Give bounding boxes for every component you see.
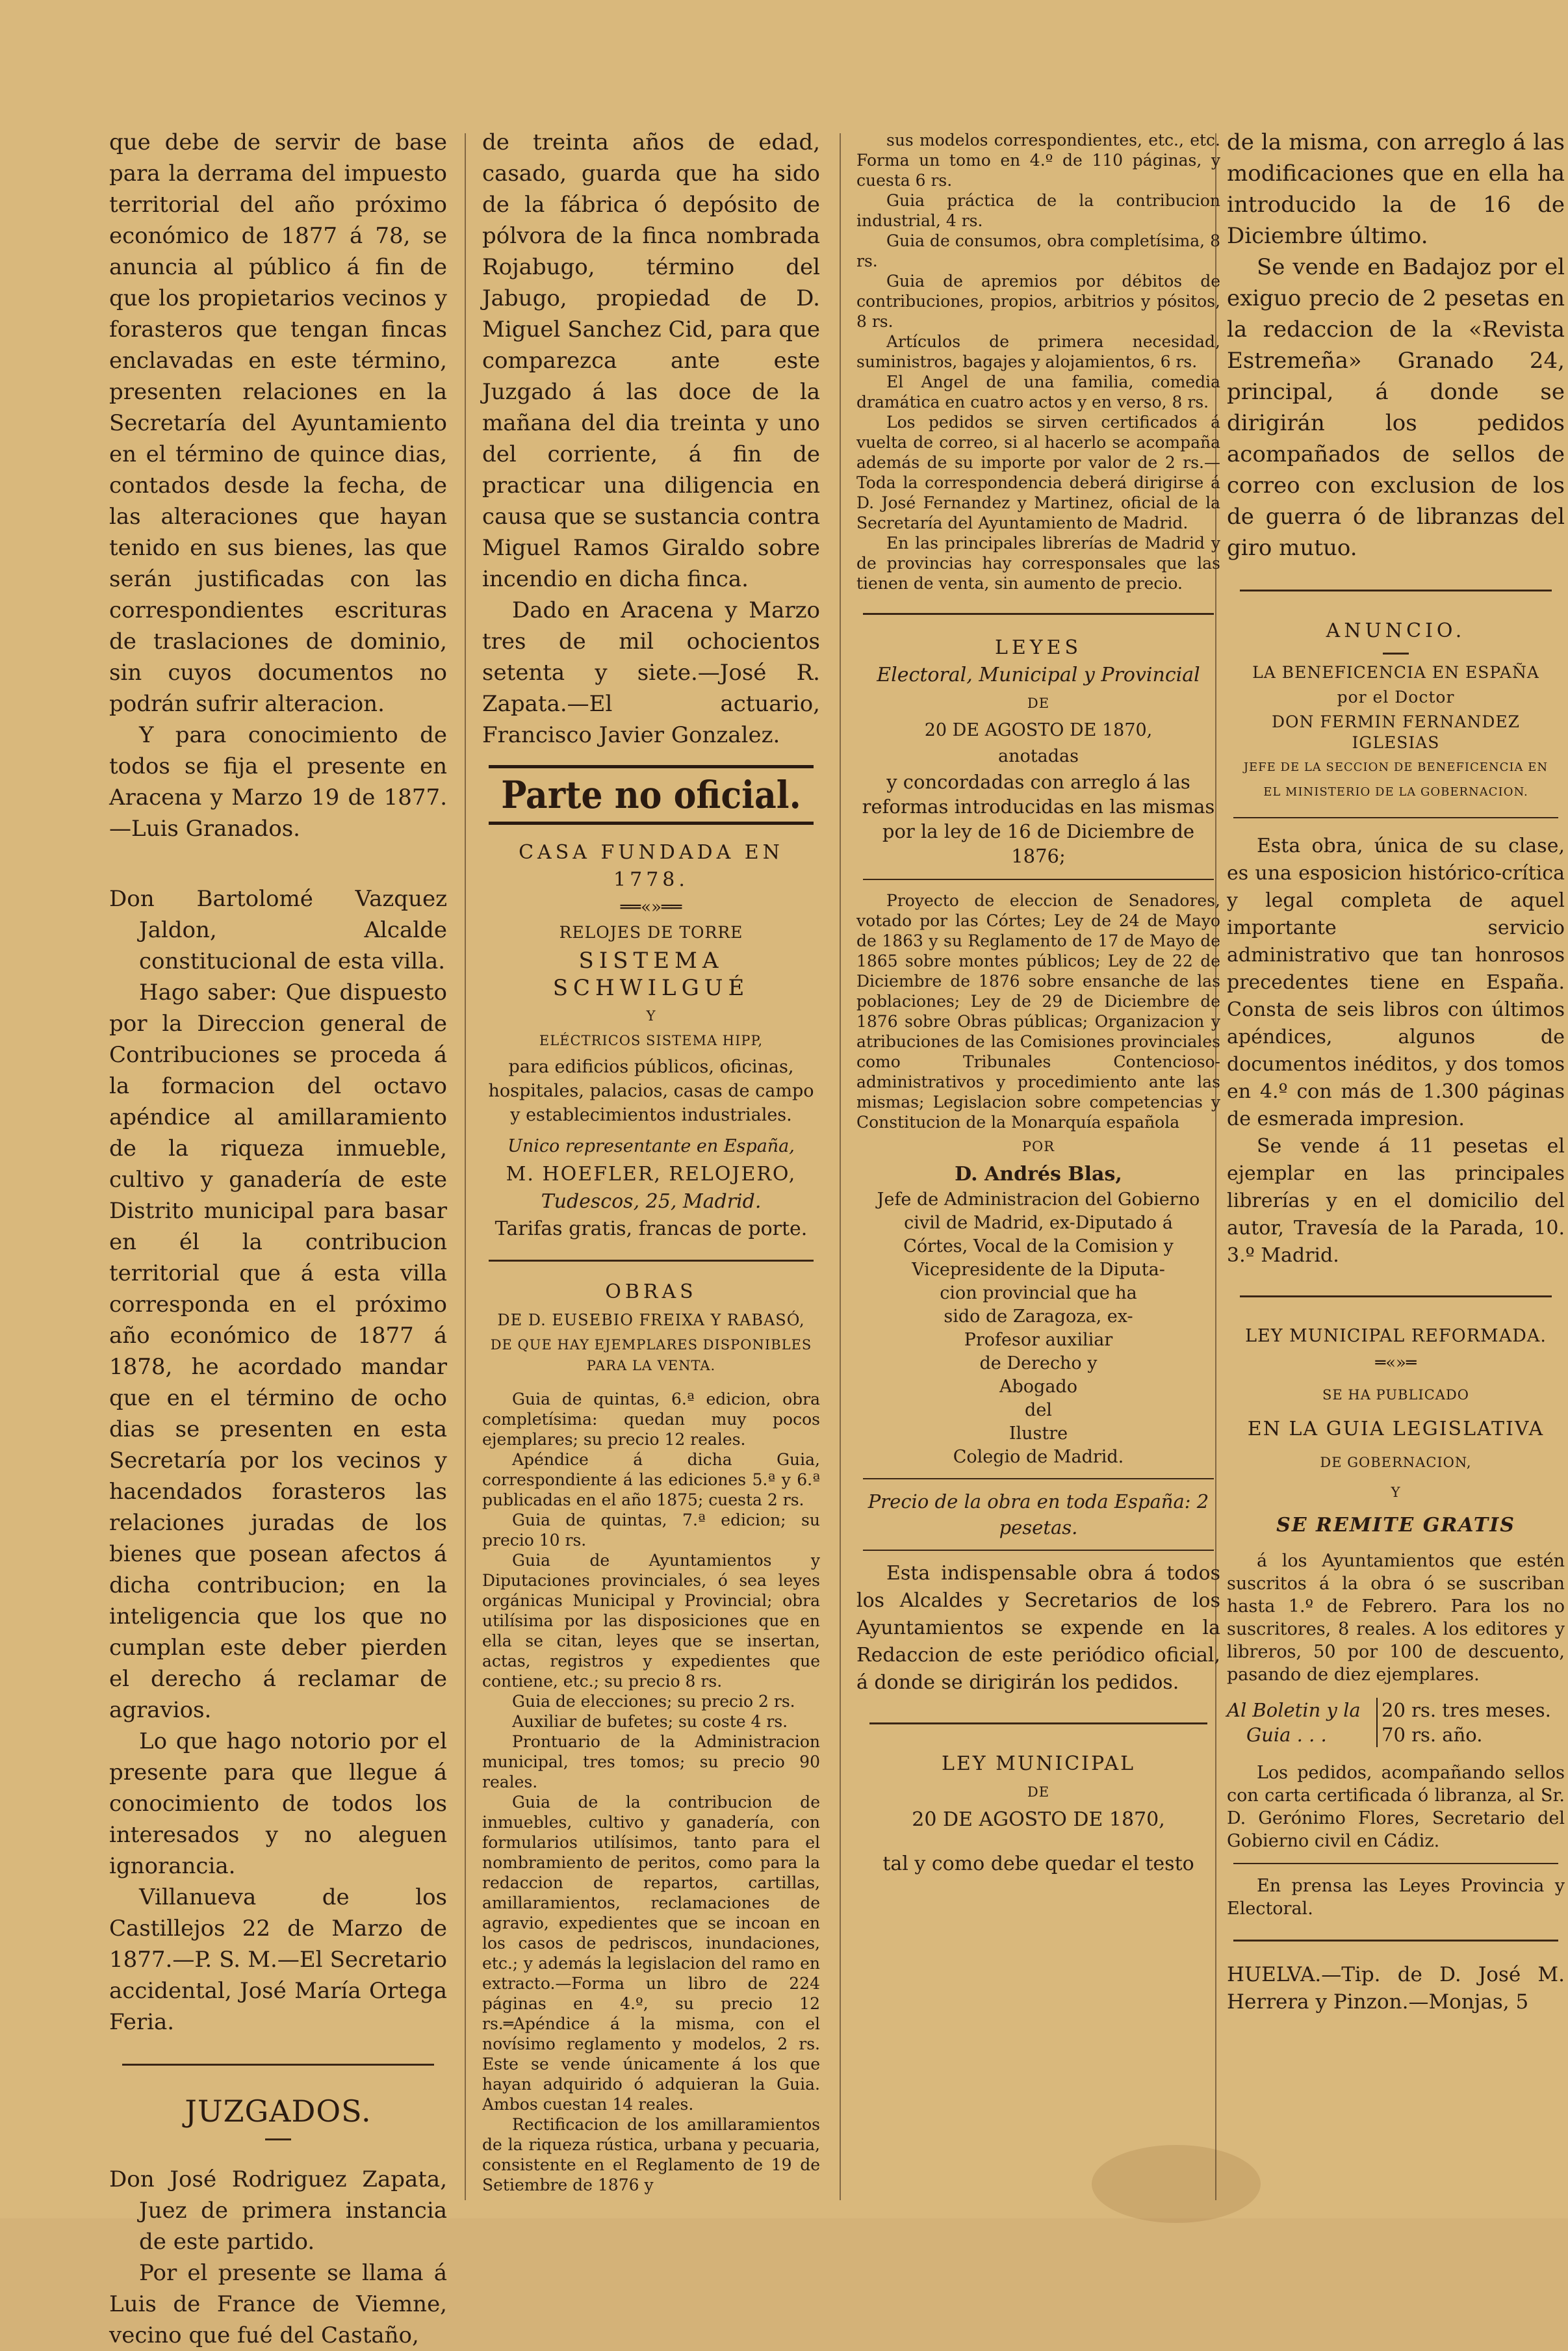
- paragraph: Don José Rodriguez Zapata, Juez de primera instancia de este partido.: [109, 2166, 447, 2255]
- section-heading: JUZGADOS.: [185, 2094, 372, 2129]
- ad-line: Vicepresidente de la Diputa-: [912, 1260, 1165, 1280]
- ad-line: DE GOBERNACION,: [1320, 1455, 1472, 1470]
- section-rule: [1240, 1295, 1552, 1297]
- ad-line: DE: [1027, 1784, 1050, 1800]
- ad-line: sido de Zaragoza, ex-: [944, 1306, 1133, 1327]
- paragraph: Por el presente se llama á Luis de France de Viemne, vecino que fué del Castaño,: [109, 2260, 447, 2348]
- ad-line: Córtes, Vocal de la Comision y: [903, 1236, 1174, 1256]
- ad-text: para edificios públicos, oficinas, hospitales, palacios, casas de campo y establecimientos industriales.: [488, 1057, 814, 1125]
- list-item: Apéndice á dicha Guia, correspondiente á las ediciones 5.ª y 6.ª publicadas en el año 1875; cuesta 2 rs.: [482, 1450, 820, 1509]
- list-item: sus modelos correspondientes, etc., etc. Forma un tomo en 4.º de 110 páginas, y cuesta 6 rs.: [856, 131, 1220, 190]
- list-item: Guia de elecciones; su precio 2 rs.: [512, 1692, 795, 1711]
- ad-line: civil de Madrid, ex-Diputado á: [904, 1213, 1173, 1233]
- column-1: [109, 127, 447, 2348]
- section-rule: [1233, 817, 1558, 818]
- list-item: El Angel de una familia, comedia dramática en cuatro actos y en verso, 8 rs.: [856, 372, 1220, 411]
- ornament: ══«»══: [620, 898, 682, 917]
- ad-line: de Derecho y: [979, 1353, 1098, 1373]
- ad-text: Los pedidos, acompañando sellos con carta certificada ó libranza, al Sr. D. Gerónimo Flores, Secretario del Gobierno civil en Cádiz.: [1227, 1763, 1565, 1851]
- price-label-line: Al Boletin y la: [1227, 1699, 1361, 1721]
- imprint: HUELVA.—Tip. de D. José M. Herrera y Pinzon.—Monjas, 5: [1227, 1963, 1565, 2014]
- list-item: Guia de Ayuntamientos y Diputaciones provinciales, ó sea leyes orgánicas Municipal y Provincial; obra utilísima por las disposiciones que en ella se citan, leyes que se insertan, actas, registros y expedientes que contiene, etc.; su precio 8 rs.: [482, 1551, 820, 1691]
- ornament: ═«»═: [1375, 1353, 1417, 1373]
- ad-text: En prensa las Leyes Provincia y Electoral.: [1227, 1876, 1565, 1919]
- ad-line: RELOJES DE TORRE: [559, 923, 743, 942]
- ad-heading: LEYES: [994, 636, 1083, 659]
- list-item: Guia de apremios por débitos de contribuciones, propios, arbitrios y pósitos, 8 rs.: [856, 272, 1220, 331]
- section-rule: [1233, 1863, 1558, 1864]
- ad-heading: OBRAS: [605, 1280, 697, 1303]
- ad-line: Y: [1391, 1485, 1401, 1500]
- ad-line: 20 DE AGOSTO DE 1870,: [924, 720, 1153, 740]
- section-rule: [1240, 590, 1552, 591]
- column-divider: [465, 133, 466, 2200]
- ad-line: anotadas: [998, 746, 1079, 766]
- paragraph: Se vende á 11 pesetas el ejemplar en las principales librerías y en el domicilio del autor, Travesía de la Parada, 10. 3.º Madrid.: [1227, 1135, 1565, 1267]
- ad-line: Tarifas gratis, francas de porte.: [495, 1217, 808, 1240]
- ad-line: tal y como debe quedar el testo: [882, 1852, 1194, 1875]
- paragraph: Lo que hago notorio por el presente para que llegue á conocimiento de todos los interesados y no aleguen ignorancia.: [109, 1728, 447, 1879]
- section-rule: [1233, 1940, 1558, 1942]
- short-rule: [1383, 653, 1409, 655]
- section-rule: [863, 879, 1214, 880]
- price-value: 70 rs. año.: [1382, 1724, 1483, 1746]
- paragraph: de treinta años de edad, casado, guarda que ha sido de la fábrica ó depósito de pólvora de la finca nombrada Rojabugo, término del Jabugo, propiedad de D. Miguel Sanchez Cid, para que comparezca ante este Juzgado á las doce de la mañana del dia treinta y uno del corriente, á fin de practicar una diligencia en causa que se sustancia contra Miguel Ramos Giraldo sobre incendio en dicha finca.: [482, 129, 820, 592]
- ad-line: Unico representante en España,: [508, 1136, 795, 1156]
- ad-line: ELÉCTRICOS SISTEMA HIPP,: [539, 1033, 764, 1048]
- ad-line: Profesor auxiliar: [964, 1330, 1113, 1350]
- price-table: [1227, 1698, 1565, 1747]
- short-rule: [265, 2138, 291, 2140]
- section-rule: [863, 1550, 1214, 1551]
- ad-line: por el Doctor: [1337, 688, 1455, 707]
- paragraph: Dado en Aracena y Marzo tres de mil ochocientos setenta y siete.—José R. Zapata.—El actuario, Francisco Javier Gonzalez.: [482, 597, 820, 748]
- ad-line: EL MINISTERIO DE LA GOBERNACION.: [1263, 785, 1528, 799]
- list-item: Guia de quintas, 7.ª edicion; su precio 10 rs.: [482, 1511, 820, 1550]
- list-item: Guia de quintas, 6.ª edicion, obra completísima: quedan muy pocos ejemplares; su precio 12 reales.: [482, 1390, 820, 1449]
- list-item: En las principales librerías de Madrid y de provincias hay corresponsales que las tienen de venta, sin aumento de precio.: [856, 534, 1220, 593]
- list-item: Artículos de primera necesidad, suministros, bagajes y alojamientos, 6 rs.: [856, 332, 1220, 371]
- ad-text: Proyecto de eleccion de Senadores, votado por las Córtes; Ley de 24 de Mayo de 1863 y su Reglamento de 17 de Mayo de 1865 sobre montes públicos; Ley de 22 de Diciembre de 1876 sobre ensanche de las poblaciones; Ley de 29 de Diciembre de 1876 sobre Obras públicas; Organizacion y atribuciones de las Comisiones provinciales como Tribunales Contencioso-administrativos y procedimiento ante las mismas; Legislacion sobre competencias y Constitucion de la Monarquía española: [856, 891, 1220, 1132]
- ad-heading: LEY MUNICIPAL: [941, 1752, 1136, 1775]
- price-values: [1376, 1698, 1551, 1747]
- paragraph: Villanueva de los Castillejos 22 de Marzo de 1877.—P. S. M.—El Secretario accidental, José María Ortega Feria.: [109, 1884, 447, 2035]
- ad-line: Tudescos, 25, Madrid.: [541, 1190, 762, 1213]
- ad-line: 20 DE AGOSTO DE 1870,: [912, 1808, 1165, 1831]
- ad-text: y concordadas con arreglo á las reformas introducidas en las mismas por la ley de 16 de Diciembre de 1876;: [862, 771, 1215, 867]
- ad-heading: LEY MUNICIPAL REFORMADA.: [1245, 1326, 1547, 1346]
- ad-line: DE QUE HAY EJEMPLARES DISPONIBLES PARA LA VENTA.: [490, 1337, 812, 1373]
- column-3: [856, 130, 1220, 2210]
- section-rule: [863, 1478, 1214, 1479]
- ad-line: DE: [1027, 695, 1050, 711]
- ad-line: Jefe de Administracion del Gobierno: [877, 1189, 1200, 1210]
- paragraph: Se vende en Badajoz por el exiguo precio de 2 pesetas en la redaccion de la «Revista Estremeña» Granado 24, principal, á donde se dirigirán los pedidos acompañados de sellos de correo con exclusion de los de guerra ó de libranzas del giro mutuo.: [1227, 254, 1565, 561]
- ad-line: SE REMITE GRATIS: [1276, 1514, 1515, 1537]
- paragraph: Y para conocimiento de todos se fija el presente en Aracena y Marzo 19 de 1877.—Luis Granados.: [109, 722, 447, 842]
- price-label: [1227, 1698, 1376, 1747]
- paragraph: que debe de servir de base para la derrama del impuesto territorial del año próximo económico de 1877 á 78, se anuncia al público á fin de que los propietarios vecinos y forasteros que tengan fincas enclavadas en este término, presenten relaciones en la Secretaría del Ayuntamiento en el término de quince dias, contados desde la fecha, de las alteraciones que hayan tenido en sus bienes, las que serán justificadas con las correspondientes escrituras de traslaciones de dominio, sin cuyos documentos no podrán sufrir alteracion.: [109, 129, 447, 717]
- ad-line: Y: [646, 1008, 656, 1024]
- price-label-line: Guia . . .: [1246, 1724, 1327, 1746]
- list-item: Guia de consumos, obra completísima, 8 rs.: [856, 231, 1220, 270]
- paragraph: Don Bartolomé Vazquez Jaldon, Alcalde constitucional de esta villa.: [109, 886, 447, 974]
- ad-line: SISTEMA SCHWILGUÉ: [552, 948, 750, 1001]
- ad-line: LA BENEFICENCIA EN ESPAÑA: [1252, 663, 1539, 682]
- ad-text: á los Ayuntamientos que estén suscritos á la obra ó se suscriban hasta 1.º de Febrero. Para los no suscritores, 8 reales. A los editores y libreros, 50 por 100 de descuento, pasando de diez ejemplares.: [1227, 1551, 1565, 1685]
- ad-line: Precio de la obra en toda España: 2 pesetas.: [868, 1490, 1209, 1539]
- list-item: Prontuario de la Administracion municipal, tres tomos; su precio 90 reales.: [482, 1732, 820, 1791]
- ad-line: Electoral, Municipal y Provincial: [877, 664, 1200, 686]
- column-2: [482, 127, 820, 2207]
- ad-line: cion provincial que ha: [940, 1283, 1137, 1303]
- list-item: Guia de la contribucion de inmuebles, cultivo y ganadería, con formularios utilísimos, tanto para el nombramiento de peritos, como para la redaccion de repartos, cartillas, amillaramientos, reclamaciones de agravio, expedientes que se incoan en los casos de pedriscos, inundaciones, etc.; y además la legislacion del ramo en extracto.—Forma un libro de 224 páginas en 4.º, su precio 12 rs.═Apéndice á la misma, con el novísimo reglamento y modelos, 2 rs. Este se vende únicamente á los que hayan adquirido ó adquieran la Guia. Ambos cuestan 14 reales.: [482, 1793, 820, 2114]
- paragraph: de la misma, con arreglo á las modificaciones que en ella ha introducido la de 16 de Diciembre último.: [1227, 129, 1565, 249]
- list-item: Rectificacion de los amillaramientos de la riqueza rústica, urbana y pecuaria, consistente en el Reglamento de 19 de Setiembre de 1876 y: [482, 2115, 820, 2194]
- banner-title: Parte no oficial.: [501, 773, 801, 817]
- ad-line: DON FERMIN FERNANDEZ IGLESIAS: [1272, 712, 1520, 752]
- paragraph: Hago saber: Que dispuesto por la Direccion general de Contribuciones se proceda á la formacion del octavo apéndice al amillaramiento de la riqueza inmueble, cultivo y ganadería de este Distrito municipal para basar en él la contribucion territorial que á esta villa corresponda en el próximo año económico de 1877 á 1878, he acordado mandar que en el término de ocho dias se presenten en esta Secretaría por los vecinos y hacendados forasteros las relaciones juradas de los bienes que posean afectos á dicha contribucion; en la inteligencia que los que no cumplan este deber pierden el derecho á reclamar de agravios.: [109, 980, 447, 1723]
- ad-line: EN LA GUIA LEGISLATIVA: [1247, 1418, 1545, 1440]
- section-banner: [489, 765, 814, 825]
- list-item: Los pedidos se sirven certificados á vuelta de correo, si al hacerlo se acompaña además de su importe por valor de 2 rs.—Toda la correspondencia deberá dirigirse á D. José Fernandez y Martinez, oficial de la Secretaría del Ayuntamiento de Madrid.: [856, 413, 1220, 532]
- column-4: [1227, 127, 1565, 2207]
- ad-line: POR: [1022, 1139, 1055, 1154]
- ad-line: DE D. EUSEBIO FREIXA Y RABASÓ,: [497, 1311, 805, 1329]
- section-rule: [489, 1260, 814, 1262]
- ad-line: M. HOEFLER, RELOJERO,: [506, 1163, 797, 1186]
- ad-line: Colegio de Madrid.: [953, 1447, 1124, 1467]
- ad-line: Abogado: [999, 1377, 1077, 1397]
- section-rule: [122, 2064, 434, 2066]
- ad-heading: ANUNCIO.: [1326, 619, 1466, 642]
- section-rule: [869, 1722, 1207, 1724]
- ad-heading: CASA FUNDADA EN 1778.: [519, 841, 784, 891]
- paragraph: Esta obra, única de su clase, es una esposicion histórico-crítica y legal completa de aquel importante servicio administrativo que tan honrosos precedentes tiene en España. Consta de seis libros con últimos apéndices, algunos de documentos inéditos, y dos tomos en 4.º con más de 1.300 páginas de esmerada impresion.: [1227, 835, 1565, 1130]
- ad-line: Ilustre: [1009, 1423, 1068, 1444]
- ad-text: Esta indispensable obra á todos los Alcaldes y Secretarios de los Ayuntamientos se expende en la Redaccion de este periódico oficial, á donde se dirigirán los pedidos.: [856, 1562, 1220, 1694]
- section-rule: [863, 613, 1214, 615]
- ad-line: D. Andrés Blas,: [955, 1163, 1122, 1186]
- column-divider: [840, 133, 841, 2200]
- ad-line: del: [1025, 1400, 1052, 1420]
- price-value: 20 rs. tres meses.: [1382, 1699, 1551, 1721]
- ad-line: SE HA PUBLICADO: [1322, 1387, 1469, 1403]
- list-item: Auxiliar de bufetes; su coste 4 rs.: [512, 1712, 788, 1731]
- list-item: Guia práctica de la contribucion industrial, 4 rs.: [856, 191, 1220, 230]
- ad-line: JEFE DE LA SECCION DE BENEFICENCIA EN: [1243, 760, 1549, 774]
